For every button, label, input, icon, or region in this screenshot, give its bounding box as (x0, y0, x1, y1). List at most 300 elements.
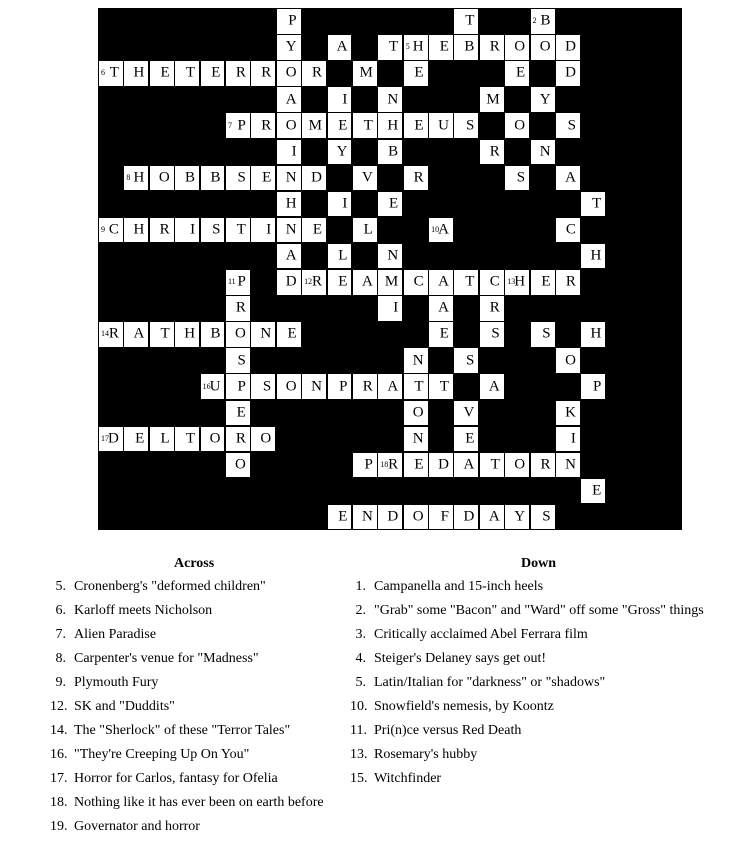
cell-number: 14 (101, 329, 109, 339)
cell-letter: R (489, 38, 500, 55)
crossword-cell (327, 373, 353, 400)
across-clue (50, 650, 324, 674)
down-clue (350, 674, 704, 698)
crossword-cell (98, 60, 124, 87)
clue-number: 16. (50, 747, 68, 762)
cell-letter: T (160, 325, 170, 342)
cell-letter: H (590, 247, 602, 264)
crossword-cell (580, 373, 606, 400)
crossword-cell (200, 373, 226, 400)
crossword-cell (479, 269, 505, 296)
cell-letter: R (108, 325, 119, 342)
crossword-cell (276, 243, 302, 270)
cell-number: 6 (101, 68, 105, 78)
cell-letter: Y (336, 143, 348, 160)
cell-letter: O (514, 117, 526, 134)
crossword-cell (352, 373, 378, 400)
cell-letter: D (108, 430, 119, 447)
crossword-cell (250, 426, 276, 453)
cell-letter: L (338, 247, 348, 264)
crossword-cell (555, 60, 581, 87)
crossword-cell (225, 60, 251, 87)
clue-text: Alien Paradise (74, 627, 157, 642)
crossword-cell (301, 217, 327, 244)
crossword-cell (580, 321, 606, 348)
cell-letter: S (212, 221, 221, 238)
cell-letter: C (108, 221, 119, 238)
crossword-cell (428, 34, 454, 61)
crossword-cell (403, 60, 429, 87)
crossword-cell (250, 217, 276, 244)
cell-letter: T (389, 38, 399, 55)
crossword-cell (225, 269, 251, 296)
clue-text: Governator and horror (74, 819, 200, 834)
clue-text: Carpenter's venue for "Madness" (74, 651, 259, 666)
crossword-cell (453, 347, 479, 374)
cell-letter: H (412, 38, 424, 55)
cell-letter: N (311, 378, 323, 395)
crossword-cell (123, 165, 149, 192)
crossword-cell (555, 452, 581, 479)
cell-letter: L (363, 221, 373, 238)
clue-text: Nothing like it has ever been on earth before (74, 795, 324, 810)
cell-letter: N (361, 508, 373, 525)
across-clue (50, 674, 324, 698)
cell-letter: E (592, 482, 602, 499)
crossword-cell (479, 373, 505, 400)
cell-letter: N (412, 352, 424, 369)
cell-letter: R (362, 378, 373, 395)
crossword-cell (327, 86, 353, 113)
cell-letter: R (489, 143, 500, 160)
crossword-cell (123, 426, 149, 453)
cell-letter: I (190, 221, 196, 238)
crossword-cell (453, 269, 479, 296)
cell-letter: I (291, 143, 297, 160)
crossword-cell (301, 269, 327, 296)
across-clue (50, 722, 324, 746)
cell-letter: O (285, 64, 297, 81)
clue-number: 9. (55, 675, 66, 690)
clue-text: Critically acclaimed Abel Ferrara film (374, 627, 588, 642)
crossword-cell (377, 191, 403, 218)
cell-letter: M (308, 117, 323, 134)
crossword-cell (200, 426, 226, 453)
crossword-cell (504, 504, 530, 531)
crossword-cell (530, 86, 556, 113)
crossword-cell (352, 112, 378, 139)
crossword-cell (403, 504, 429, 531)
cell-letter: T (465, 12, 475, 29)
crossword-grid (98, 8, 682, 530)
crossword-cell (530, 8, 556, 35)
crossword-cell (403, 426, 429, 453)
crossword-cell (276, 60, 302, 87)
cell-letter: E (135, 430, 145, 447)
clue-number: 12. (50, 699, 68, 714)
cell-letter: Y (539, 91, 551, 108)
cell-letter: S (516, 169, 526, 186)
crossword-cell (580, 478, 606, 505)
cell-number: 5 (405, 42, 410, 52)
cell-letter: H (133, 64, 145, 81)
crossword-cell (225, 112, 251, 139)
clue-text: Steiger's Delaney says get out! (374, 651, 547, 666)
cell-number: 7 (227, 120, 232, 130)
cell-letter: E (338, 508, 348, 525)
crossword-cell (225, 426, 251, 453)
crossword-cell (555, 217, 581, 244)
crossword-cell (352, 269, 378, 296)
crossword-cell (580, 243, 606, 270)
clue-number: 5. (55, 579, 66, 594)
cell-letter: A (387, 378, 399, 395)
crossword-cell (580, 191, 606, 218)
cell-letter: R (235, 299, 246, 316)
down-clue (350, 602, 704, 626)
cell-letter: O (209, 430, 221, 447)
cell-letter: P (288, 12, 297, 29)
crossword-cell (377, 504, 403, 531)
cell-letter: I (342, 91, 348, 108)
crossword-cell (352, 452, 378, 479)
across-clue-list (50, 578, 324, 842)
clue-text: Rosemary's hubby (374, 747, 478, 762)
crossword-cell (352, 60, 378, 87)
crossword-cell (250, 60, 276, 87)
cell-letter: E (312, 221, 323, 238)
cell-number: 17 (101, 433, 109, 443)
cell-letter: M (384, 273, 399, 290)
cell-letter: H (285, 195, 297, 212)
cell-letter: R (489, 299, 500, 316)
crossword-cell (352, 217, 378, 244)
crossword-cell (123, 60, 149, 87)
crossword-cell (428, 269, 454, 296)
across-clue (50, 770, 324, 794)
crossword-cell (428, 217, 454, 244)
cell-letter: B (210, 169, 221, 186)
clue-number: 17. (50, 771, 68, 786)
cell-letter: N (260, 325, 272, 342)
cell-number: 2 (532, 16, 537, 26)
down-clue (350, 698, 704, 722)
cell-letter: M (486, 91, 500, 108)
crossword-cell (504, 34, 530, 61)
across-clue (50, 698, 324, 722)
crossword-cell (428, 504, 454, 531)
crossword-cell (276, 112, 302, 139)
crossword-cell (479, 452, 505, 479)
cell-letter: N (285, 221, 297, 238)
crossword-cell (352, 504, 378, 531)
crossword-cell (530, 504, 556, 531)
cell-letter: H (133, 221, 145, 238)
clue-number: 18. (50, 795, 68, 810)
crossword-cell (225, 347, 251, 374)
cell-letter: A (336, 38, 348, 55)
cell-letter: A (361, 273, 373, 290)
cell-letter: D (387, 508, 399, 525)
clue-number: 1. (355, 579, 366, 594)
crossword-cell (555, 347, 581, 374)
crossword-cell (530, 269, 556, 296)
crossword-cell (276, 217, 302, 244)
down-clue (350, 722, 704, 746)
cell-letter: A (285, 247, 297, 264)
clue-text: Latin/Italian for "darkness" or "shadows" (374, 675, 606, 690)
crossword-cell (377, 34, 403, 61)
crossword-cell (377, 269, 403, 296)
across-clue (50, 602, 324, 626)
crossword-cell (403, 165, 429, 192)
crossword-cell (453, 452, 479, 479)
crossword-cell (352, 165, 378, 192)
cell-letter: R (388, 456, 399, 473)
cell-letter: O (514, 456, 526, 473)
down-clue-list (350, 578, 704, 794)
clue-number: 10. (350, 699, 368, 714)
cell-letter: U (438, 117, 449, 134)
crossword-cell (479, 139, 505, 166)
crossword-cell (250, 373, 276, 400)
cell-letter: E (211, 64, 221, 81)
clue-number: 15. (350, 771, 368, 786)
crossword-cell (276, 86, 302, 113)
down-clue (350, 770, 704, 794)
cell-letter: I (570, 430, 576, 447)
crossword-cell (530, 139, 556, 166)
cell-number: 16 (202, 381, 211, 391)
cell-letter: T (465, 273, 475, 290)
clue-number: 3. (355, 627, 366, 642)
crossword-cell (276, 8, 302, 35)
cell-letter: E (515, 64, 526, 81)
crossword-cell (174, 426, 200, 453)
cell-letter: E (414, 64, 424, 81)
crossword-cell (301, 373, 327, 400)
cell-letter: P (237, 273, 246, 290)
cell-letter: P (237, 117, 246, 134)
crossword-cell (327, 243, 353, 270)
cell-letter: N (387, 91, 399, 108)
cell-letter: D (463, 508, 475, 525)
crossword-cell (301, 165, 327, 192)
crossword-cell (200, 321, 226, 348)
clue-number: 4. (355, 651, 366, 666)
cell-letter: P (592, 378, 602, 395)
crossword-cell (377, 373, 403, 400)
cell-letter: O (539, 38, 551, 55)
cell-letter: D (285, 273, 297, 290)
clue-text: Horror for Carlos, fantasy for Ofelia (74, 771, 278, 786)
crossword-cell (504, 452, 530, 479)
down-clue (350, 626, 704, 650)
cell-letter: S (567, 117, 576, 134)
crossword-cell (403, 452, 429, 479)
cell-letter: R (312, 64, 323, 81)
cell-letter: N (565, 456, 576, 473)
cell-letter: D (565, 64, 576, 81)
crossword-cell (123, 217, 149, 244)
cell-letter: O (260, 430, 272, 447)
cell-letter: C (565, 221, 576, 238)
crossword-cell (276, 321, 302, 348)
cell-letter: B (210, 325, 221, 342)
cell-letter: Y (514, 508, 526, 525)
clue-number: 11. (350, 723, 367, 738)
clue-text: Plymouth Fury (74, 675, 159, 690)
crossword-cell (174, 217, 200, 244)
across-clue (50, 794, 324, 818)
crossword-cell (403, 400, 429, 427)
cell-letter: E (414, 456, 424, 473)
cell-letter: R (159, 221, 170, 238)
cell-letter: A (488, 378, 500, 395)
crossword-cell (453, 504, 479, 531)
cell-letter: R (235, 64, 246, 81)
cell-number: 13 (507, 277, 516, 287)
cell-letter: T (592, 195, 602, 212)
cell-letter: B (185, 169, 196, 186)
crossword-cell (200, 165, 226, 192)
across-heading: Across (174, 556, 215, 571)
cell-letter: V (463, 404, 475, 421)
cell-letter: B (540, 12, 551, 29)
crossword-cell (403, 373, 429, 400)
crossword-cell (276, 165, 302, 192)
cell-letter: E (465, 430, 475, 447)
crossword-cell (428, 321, 454, 348)
cell-letter: H (387, 117, 399, 134)
crossword-cell (428, 452, 454, 479)
clue-number: 5. (355, 675, 366, 690)
cell-letter: S (491, 325, 500, 342)
crossword-cell (200, 60, 226, 87)
crossword-cell (327, 191, 353, 218)
clue-text: Karloff meets Nicholson (74, 603, 213, 618)
crossword-cell (403, 347, 429, 374)
crossword-cell (250, 165, 276, 192)
cell-letter: S (466, 117, 475, 134)
cell-letter: F (440, 508, 449, 525)
crossword-cell (200, 217, 226, 244)
cell-letter: R (261, 117, 272, 134)
cell-letter: S (262, 378, 272, 395)
crossword-cell (327, 139, 353, 166)
crossword-cell (123, 321, 149, 348)
crossword-cell (428, 112, 454, 139)
clue-number: 6. (55, 603, 66, 618)
down-heading: Down (521, 556, 557, 571)
cell-letter: I (266, 221, 272, 238)
crossword-cell (174, 165, 200, 192)
cell-letter: A (438, 273, 449, 290)
clue-text: SK and "Duddits" (74, 699, 175, 714)
cell-letter: A (438, 221, 449, 238)
crossword-cell (377, 139, 403, 166)
cell-letter: N (285, 169, 297, 186)
crossword-cell (250, 112, 276, 139)
crossword-cell (149, 321, 175, 348)
clue-text: Cronenberg's "deformed children" (74, 579, 266, 594)
cell-letter: S (542, 325, 551, 342)
crossword-cell (225, 217, 251, 244)
cell-letter: O (285, 378, 297, 395)
crossword-cell (225, 452, 251, 479)
crossword-cell (98, 217, 124, 244)
cell-letter: T (185, 64, 196, 81)
crossword-cell (149, 217, 175, 244)
cell-letter: C (413, 273, 424, 290)
crossword-cell (555, 400, 581, 427)
cell-letter: T (109, 64, 119, 81)
cell-letter: O (412, 508, 424, 525)
crossword-cell (301, 112, 327, 139)
cell-letter: Y (285, 38, 297, 55)
cell-letter: A (438, 299, 449, 316)
cell-number: 9 (101, 225, 105, 235)
cell-letter: N (412, 430, 424, 447)
cell-letter: R (540, 456, 551, 473)
cell-letter: E (236, 404, 246, 421)
cell-letter: I (393, 299, 399, 316)
crossword-cell (327, 269, 353, 296)
crossword-cell (530, 452, 556, 479)
crossword-cell (98, 426, 124, 453)
crossword-cell (504, 269, 530, 296)
crossword-cell (504, 112, 530, 139)
cell-letter: P (364, 456, 373, 473)
cell-letter: R (261, 64, 272, 81)
cell-letter: T (414, 378, 424, 395)
cell-number: 18 (380, 459, 389, 469)
crossword-cell (453, 400, 479, 427)
crossword-cell (174, 321, 200, 348)
crossword-cell (276, 34, 302, 61)
cell-letter: D (565, 38, 576, 55)
cell-letter: E (541, 273, 551, 290)
cell-letter: H (184, 325, 196, 342)
crossword-cell (174, 60, 200, 87)
crossword-cell (479, 321, 505, 348)
crossword-cell (479, 34, 505, 61)
cell-letter: O (412, 404, 424, 421)
cell-letter: R (565, 273, 576, 290)
crossword-cell (377, 295, 403, 322)
cell-letter: O (158, 169, 170, 186)
cell-letter: E (439, 325, 449, 342)
crossword-cell (149, 60, 175, 87)
cell-number: 8 (126, 172, 131, 182)
crossword-cell (377, 452, 403, 479)
crossword-cell (225, 321, 251, 348)
down-clue (350, 746, 704, 770)
crossword-cell (504, 60, 530, 87)
crossword-cell (301, 60, 327, 87)
crossword-cell (555, 34, 581, 61)
clue-text: Witchfinder (374, 771, 442, 786)
cell-letter: A (463, 456, 475, 473)
crossword-cell (555, 426, 581, 453)
cell-letter: T (439, 378, 449, 395)
crossword-cell (479, 504, 505, 531)
cell-letter: A (133, 325, 145, 342)
crossword-cell (555, 269, 581, 296)
cell-letter: S (237, 352, 246, 369)
cell-letter: T (363, 117, 373, 134)
cell-letter: B (388, 143, 399, 160)
